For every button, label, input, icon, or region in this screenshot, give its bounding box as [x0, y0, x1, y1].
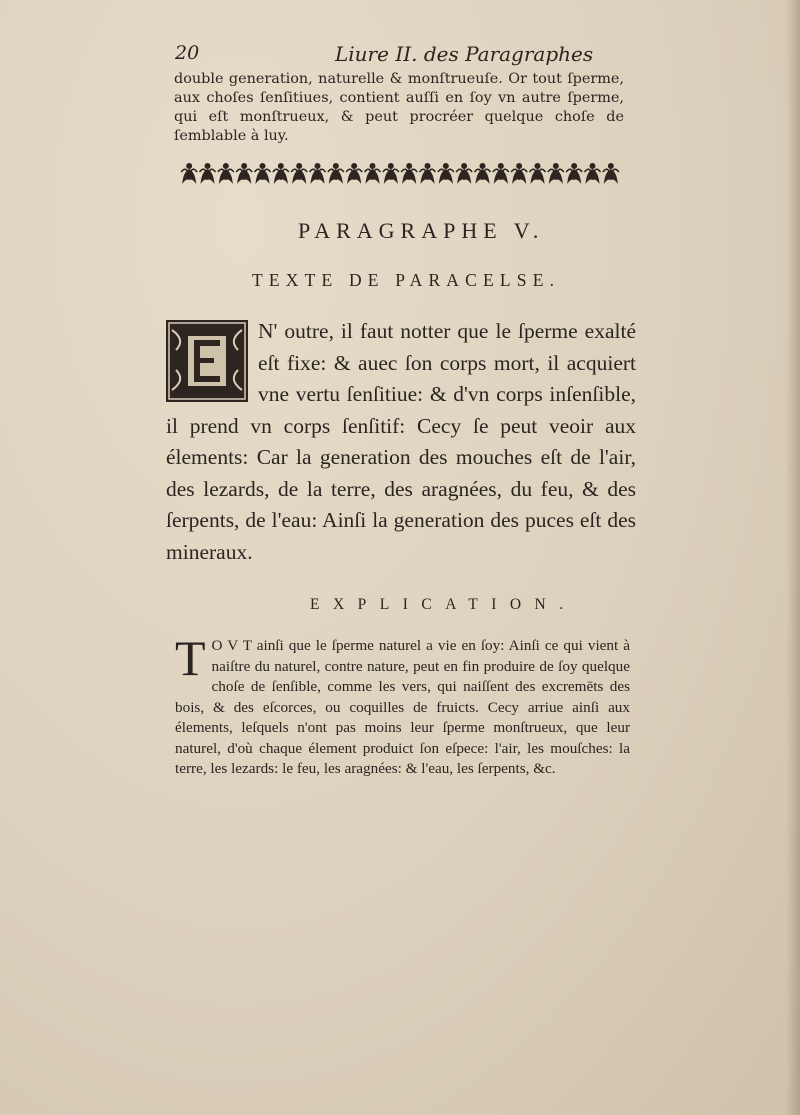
ornament-fleuron-icon: [180, 158, 620, 188]
explication-heading: EXPLICATION.: [310, 596, 577, 613]
page-edge: [786, 0, 800, 1115]
page-header: [175, 42, 625, 70]
explication-text: O V T ainſi que le ſperme naturel a vie en ſoy: Ainſi ce qui vient à naiſtre du naturel, contre nature, peut en fin produire de ſoy quelque choſe de ſenſible, comme les vers, qui naiſſent des excremēts des bois, & des eſcorces, ou coquilles de fruicts. Cecy arriue ainſi aux élements, leſquels n'ont pas moins leur ſperme monſtrueux, que leur naturel, d'où chaque élement produict ſon eſpece: l'air, les mouſches: la terre, les lezards: le feu, les aragnées: & l'eau, les ſerpents, &c.: [175, 637, 630, 777]
drop-cap-ornament-icon: [166, 320, 248, 402]
intro-text: double generation, naturelle & monſtrueuſe. Or tout ſperme, aux choſes ſenſitiues, contient auſſi en ſoy vn autre ſperme, qui eſt monſtrueux, & peut procréer quelque choſe de ſemblable à luy.: [174, 71, 624, 144]
main-text: N' outre, il faut notter que le ſperme exalté eſt fixe: & auec ſon corps mort, il acquiert vne vertu ſenſitiue: & d'vn corps inſenſible, il prend vn corps ſenſitif: Cecy ſe peut veoir aux élements: Car la generation des mouches eſt de l'air, des lezards, de la terre, des aragnées, du feu, & des ſerpents, de l'eau: Ainſi la generation des puces eſt des mineraux.: [166, 319, 636, 564]
folio: 20: [175, 42, 200, 64]
ornament-band: [180, 158, 620, 188]
explication-initial: T: [175, 630, 206, 686]
running-title: Liure II. des Paragraphes: [335, 42, 594, 66]
intro-paragraph: [174, 70, 624, 146]
main-text-block: [166, 316, 636, 568]
explication-block: [175, 630, 630, 780]
paragraph-heading: PARAGRAPHE V.: [298, 218, 545, 243]
section-heading: TEXTE DE PARACELSE.: [252, 270, 561, 290]
